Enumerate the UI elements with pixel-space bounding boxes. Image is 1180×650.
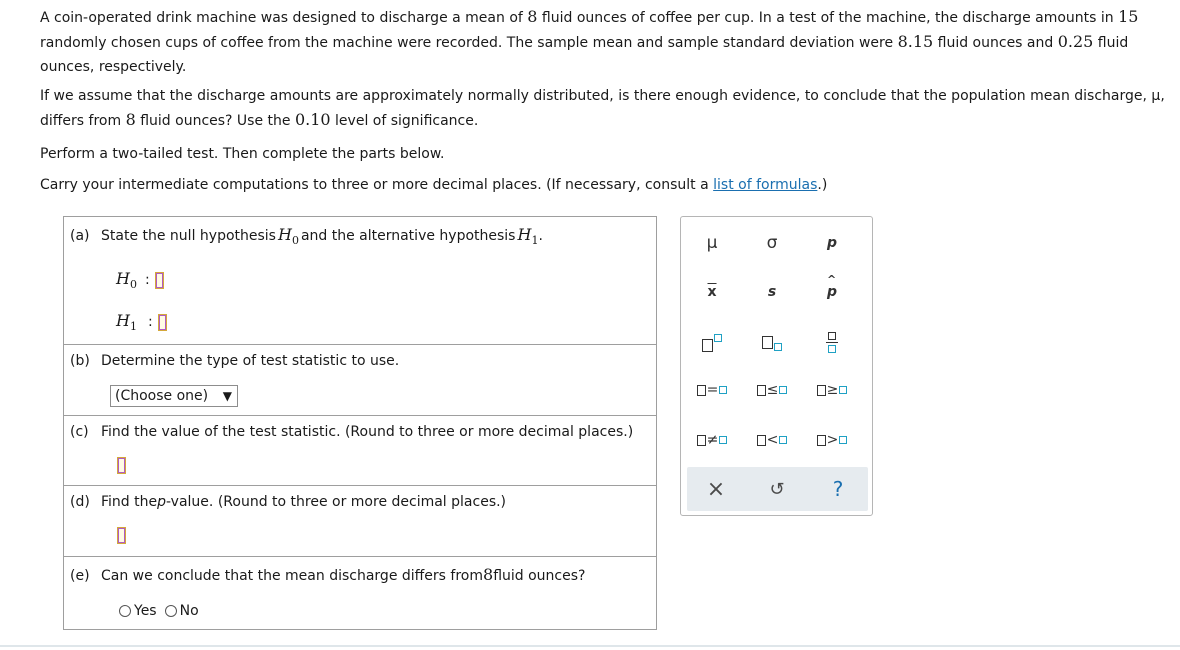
- greater-equal-button[interactable]: ≥: [803, 375, 861, 405]
- undo-icon: ↺: [769, 478, 785, 500]
- less-equal-button[interactable]: ≤: [743, 375, 801, 405]
- part-c-heading: (c) Find the value of the test statistic. (Round to three or more decimal places.): [70, 424, 634, 440]
- question-table: [63, 216, 657, 630]
- less-than-button[interactable]: <: [743, 425, 801, 455]
- denominator-box-icon: [828, 345, 836, 353]
- s-button[interactable]: s: [767, 284, 777, 300]
- fraction-bar-icon: [826, 342, 838, 343]
- superscript-button[interactable]: [683, 327, 741, 357]
- x-bar-button[interactable]: $\overline{x}$: [707, 284, 717, 300]
- exponent-box-icon: [714, 334, 722, 342]
- part-b-section: [64, 344, 656, 415]
- greater-than-button[interactable]: >: [803, 425, 861, 455]
- mu-button[interactable]: μ: [706, 233, 718, 253]
- problem-paragraph-4: Carry your intermediate computations to three or more decimal places. (If necessary, consult a list of formulas.): [40, 177, 828, 193]
- radio-circle-icon[interactable]: [165, 605, 177, 617]
- null-hypothesis-row: $H_0$ :: [116, 269, 164, 291]
- help-button[interactable]: [809, 474, 867, 504]
- dropdown-arrow-icon: ▼: [222, 389, 232, 403]
- symbol-palette: [680, 216, 873, 516]
- part-e-heading: (e) Can we conclude that the mean discharge differs from 8 fluid ounces?: [70, 565, 586, 584]
- base-box-icon: [762, 336, 773, 349]
- hat-icon: ^: [826, 273, 837, 286]
- part-a-section: [64, 217, 656, 344]
- undo-button[interactable]: [748, 474, 806, 504]
- p-hat-button[interactable]: ^ p: [826, 273, 838, 300]
- part-b-heading: (b) Determine the type of test statistic to use.: [70, 353, 400, 369]
- part-c-section: [64, 415, 656, 485]
- subscript-button[interactable]: [743, 327, 801, 357]
- test-statistic-select[interactable]: (Choose one) ▼: [110, 385, 238, 407]
- part-d-heading: (d) Find the p -value. (Round to three or more decimal places.): [70, 494, 507, 510]
- yes-radio[interactable]: Yes: [119, 603, 157, 619]
- palette-toolbar: [687, 467, 868, 511]
- p-button[interactable]: p: [826, 235, 838, 251]
- numerator-box-icon: [828, 332, 836, 340]
- no-radio[interactable]: No: [165, 603, 199, 619]
- help-icon: ?: [832, 477, 844, 501]
- fraction-button[interactable]: [803, 327, 861, 357]
- problem-paragraph-3: Perform a two-tailed test. Then complete the parts below.: [40, 146, 445, 162]
- close-icon: ×: [706, 476, 726, 502]
- part-a-heading: (a) State the null hypothesis $H_0$ and the alternative hypothesis $H_1$ .: [70, 225, 543, 247]
- base-box-icon: [702, 339, 713, 352]
- equals-button[interactable]: =: [683, 375, 741, 405]
- null-hypothesis-input[interactable]: [155, 272, 164, 289]
- problem-paragraph-2: If we assume that the discharge amounts are approximately normally distributed, is there enough evidence, to conclude that the population mean discharge, μ, differs from 8 fluid ounces? Use the 0.10 level of significance.: [40, 88, 1165, 129]
- part-d-section: [64, 485, 656, 556]
- conclusion-radio-group: [119, 603, 207, 619]
- clear-button[interactable]: [687, 474, 745, 504]
- page-divider: [0, 645, 1180, 647]
- formulas-link[interactable]: list of formulas: [713, 177, 818, 193]
- part-e-section: [64, 556, 656, 629]
- sigma-button[interactable]: σ: [766, 233, 778, 253]
- not-equal-button[interactable]: ≠: [683, 425, 741, 455]
- subscript-box-icon: [774, 343, 782, 351]
- alt-hypothesis-row: $H_1$ :: [116, 311, 167, 333]
- test-statistic-input[interactable]: [117, 457, 126, 474]
- alt-hypothesis-input[interactable]: [158, 314, 167, 331]
- p-value-input[interactable]: [117, 527, 126, 544]
- problem-paragraph-1: A coin-operated drink machine was designed to discharge a mean of 8 fluid ounces of coffee per cup. In a test of the machine, the discharge amounts in 15 randomly chosen cups of coffee from the machine were recorded. The sample mean and sample standard deviation were 8.15 fluid ounces and 0.25 fluid ounces, respectively.: [40, 7, 1139, 75]
- radio-circle-icon[interactable]: [119, 605, 131, 617]
